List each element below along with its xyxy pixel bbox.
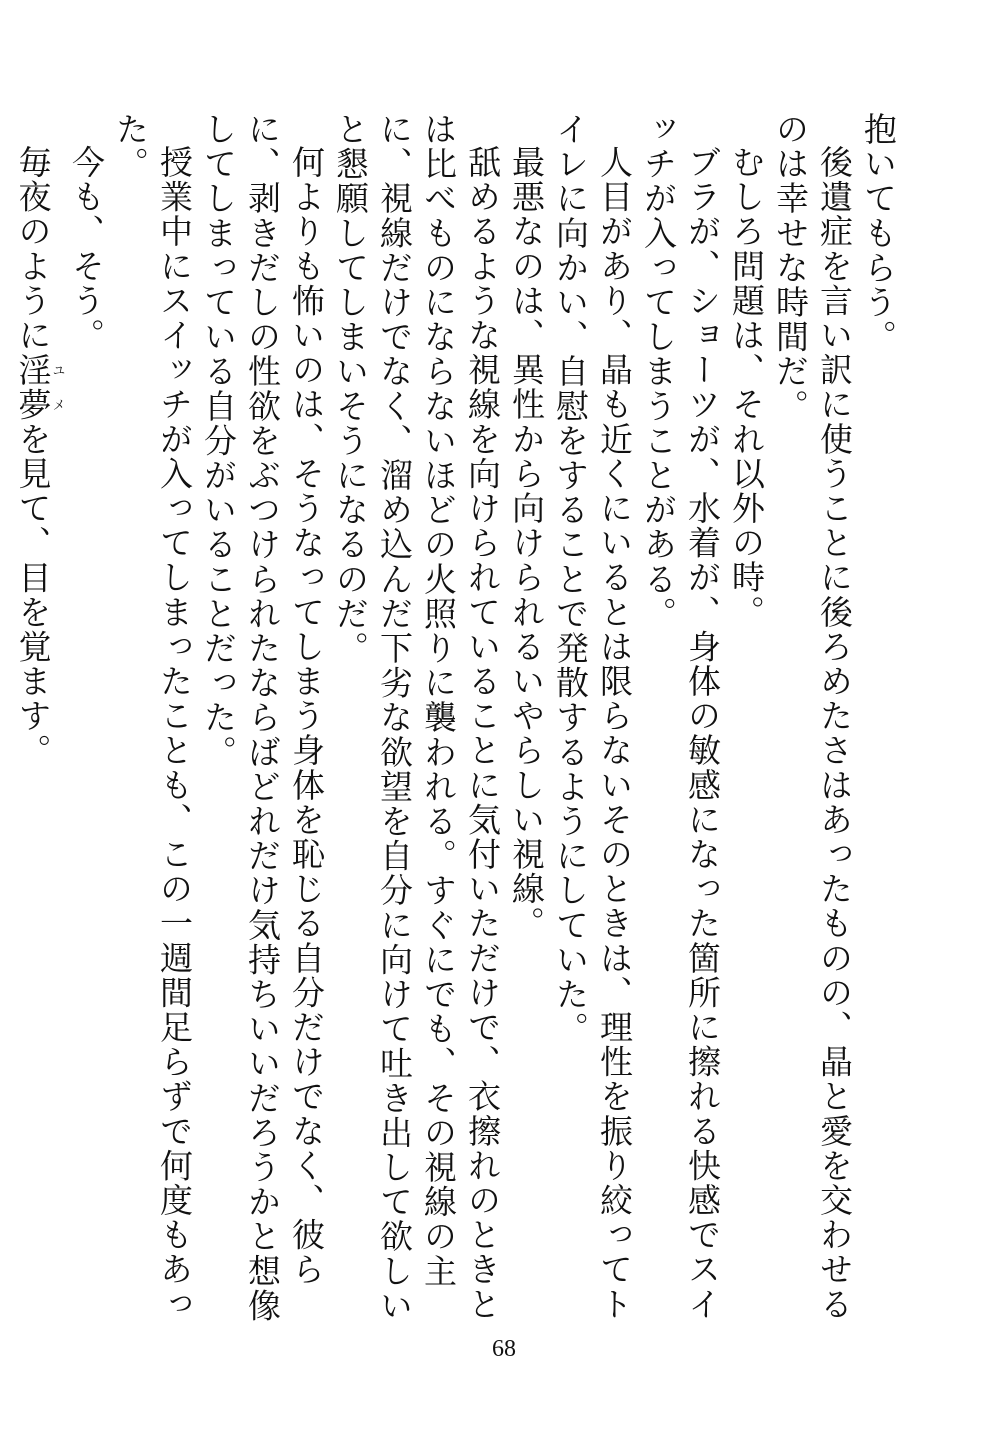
paragraph-2: 後遺症を言い訳に使うことに後ろめたさはあったものの、晶と愛を交わせるのは幸せな時間だ。 bbox=[771, 112, 854, 1322]
paragraph-11-before: 毎夜のように bbox=[13, 145, 53, 353]
paragraph-1: 抱いてもらう。 bbox=[859, 112, 898, 355]
paragraph-6: 最悪なのは、異性から向けられるいやらしい視線。 bbox=[507, 145, 546, 941]
page-number: 68 bbox=[492, 1336, 516, 1362]
ruby-word bbox=[13, 352, 65, 422]
paragraph-9: 授業中にスイッチが入ってしまったことも、この一週間足らずで何度もあった。 bbox=[111, 112, 194, 1322]
paragraph-11 bbox=[11, 112, 65, 1342]
paragraph-7: 舐めるような視線を向けられていることに気付いただけで、衣擦れのときとは比べものにならないほどの火照りに襲われる。すぐにでも、その視線の主に、視線だけでなく、溜め込んだ下劣な欲望を自分に向けて吐き出して欲しいと懇願してしまいそうになるのだ。 bbox=[331, 112, 502, 1323]
ruby-reading: ユメ bbox=[49, 352, 65, 422]
paragraph-11-after: を見て、目を覚ます。 bbox=[13, 421, 53, 768]
paragraph-3: むしろ問題は、それ以外の時。 bbox=[727, 145, 766, 630]
paragraph-5: 人目があり、晶も近くにいるとは限らないそのときは、理性を振り絞ってトイレに向かい、自慰をすることで発散するようにしていた。 bbox=[551, 112, 634, 1322]
ruby-base: 淫夢 bbox=[13, 352, 53, 422]
paragraph-10: 今も、そう。 bbox=[67, 145, 106, 353]
paragraph-4: ブラが、ショーツが、水着が、身体の敏感になった箇所に擦れる快感でスイッチが入ってしまうことがある。 bbox=[639, 112, 722, 1322]
vertical-text-body bbox=[11, 112, 901, 1342]
paragraph-8: 何よりも怖いのは、そうなってしまう身体を恥じる自分だけでなく、彼らに、剥きだしの性欲をぶつけられたならばどれだけ気持ちいいだろうかと想像してしまっている自分がいることだった。 bbox=[199, 112, 326, 1323]
